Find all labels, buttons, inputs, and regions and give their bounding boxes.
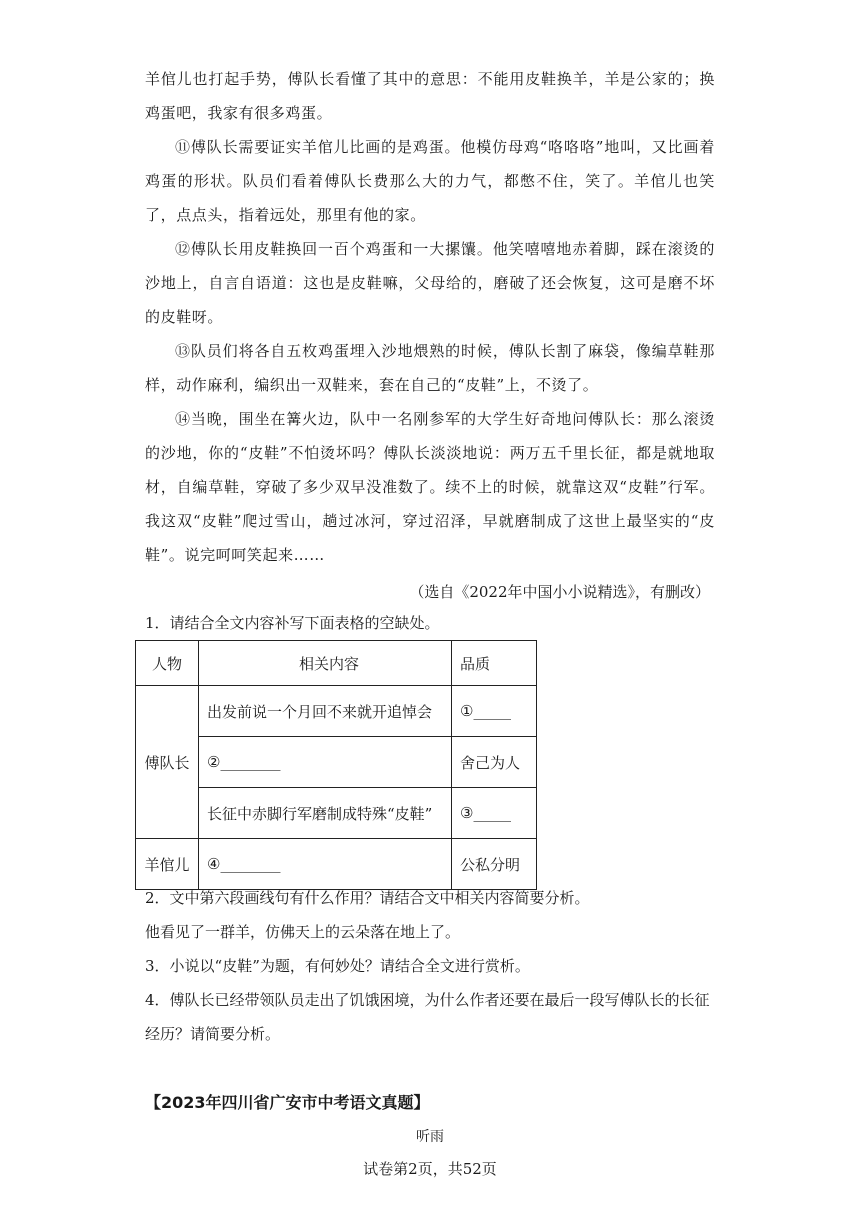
quality-cell: 舍己为人 [452,737,537,788]
passage-paragraph-continued: 羊倌儿也打起手势，傅队长看懂了其中的意思：不能用皮鞋换羊，羊是公家的；换鸡蛋吧，我家有很多鸡蛋。 [145,70,715,122]
content-blank-4: ④________ [199,839,452,890]
table-row [136,839,537,890]
exam-section-title: 【2023年四川省广安市中考语文真题】 [145,1093,430,1112]
question-3: 3．小说以“皮鞋”为题，有何妙处？请结合全文进行赏析。 [145,957,530,975]
person-fu: 傅队长 [136,686,199,839]
answer-table [135,640,537,890]
content-cell: 出发前说一个月回不来就开追悼会 [199,686,452,737]
passage-paragraph-13: ⑬队员们将各自五枚鸡蛋埋入沙地煨熟的时候，傅队长割了麻袋，像编草鞋那样，动作麻利，编织出一双鞋来，套在自己的“皮鞋”上，不烫了。 [145,342,715,394]
table-row [136,686,537,737]
question-2-quote: 他看见了一群羊，仿佛天上的云朵落在地上了。 [145,923,461,941]
header-content: 相关内容 [199,641,452,686]
passage-paragraph-12: ⑫傅队长用皮鞋换回一百个鸡蛋和一大摞馕。他笑嘻嘻地赤着脚，踩在滚烫的沙地上，自言自语道：这也是皮鞋嘛，父母给的，磨破了还会恢复，这可是磨不坏的皮鞋呀。 [145,240,715,326]
quality-blank-1: ①_____ [452,686,537,737]
page-footer: 试卷第2页，共52页 [363,1160,497,1178]
passage-paragraph-11: ⑪傅队长需要证实羊倌儿比画的是鸡蛋。他模仿母鸡“咯咯咯”地叫，又比画着鸡蛋的形状。队员们看着傅队长费那么大的力气，都憋不住，笑了。羊倌儿也笑了，点点头，指着远处，那里有他的家。 [145,138,715,224]
quality-cell: 公私分明 [452,839,537,890]
question-2: 2．文中第六段画线句有什么作用？请结合文中相关内容简要分析。 [145,889,590,907]
poem-title: 听雨 [416,1129,444,1145]
header-person: 人物 [136,641,199,686]
table-header-row [136,641,537,686]
question-1: 1．请结合全文内容补写下面表格的空缺处。 [145,614,440,632]
content-cell: 长征中赤脚行军磨制成特殊“皮鞋” [199,788,452,839]
person-yang: 羊倌儿 [136,839,199,890]
question-4: 4．傅队长已经带领队员走出了饥饿困境，为什么作者还要在最后一段写傅队长的长征经历？请简要分析。 [145,991,710,1043]
quality-blank-3: ③_____ [452,788,537,839]
content-blank-2: ②________ [199,737,452,788]
passage-paragraph-14: ⑭当晚，围坐在篝火边，队中一名刚参军的大学生好奇地问傅队长：那么滚烫的沙地，你的“皮鞋”不怕烫坏吗？傅队长淡淡地说：两万五千里长征，都是就地取材，自编草鞋，穿破了多少双早没准数了。续不上的时候，就靠这双“皮鞋”行军。我这双“皮鞋”爬过雪山，趟过冰河，穿过沼泽，早就磨制成了这世上最坚实的“皮鞋”。说完呵呵笑起来…… [145,410,715,564]
header-quality: 品质 [452,641,537,686]
source-citation: （选自《2022年中国小小说精选》，有删改） [409,583,710,601]
